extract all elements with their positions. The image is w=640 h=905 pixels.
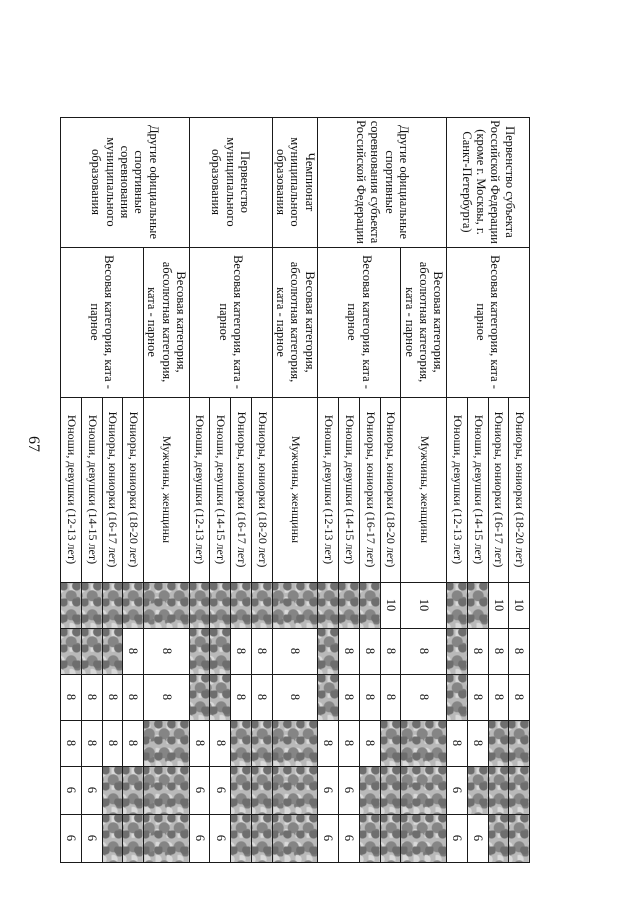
value-cell: 10 — [488, 582, 509, 628]
shaded-cell — [210, 628, 231, 674]
shaded-cell — [447, 674, 468, 720]
value-cell: 8 — [359, 674, 380, 720]
value-cell: 6 — [61, 814, 82, 862]
table-row — [251, 62, 272, 862]
shaded-cell — [102, 628, 123, 674]
shaded-cell — [210, 674, 231, 720]
age-group-cell: Юноши, девушки (12-13 лет) — [61, 397, 82, 582]
shaded-cell — [488, 814, 509, 862]
value-cell: 8 — [467, 720, 488, 766]
table-body — [61, 62, 530, 862]
value-cell: 6 — [189, 814, 210, 862]
value-cell: 6 — [189, 766, 210, 814]
age-group-cell: Юниоры, юниорки (18-20 лет) — [380, 397, 401, 582]
value-cell: 6 — [339, 766, 360, 814]
value-cell: 8 — [210, 720, 231, 766]
category-cell: Весовая категория, ката - парное — [447, 247, 530, 397]
value-cell: 8 — [509, 628, 530, 674]
value-cell: 8 — [339, 720, 360, 766]
shaded-cell — [318, 628, 339, 674]
table-row — [401, 62, 447, 862]
shaded-cell — [318, 674, 339, 720]
value-cell: 6 — [318, 814, 339, 862]
shaded-cell — [123, 814, 144, 862]
category-cell: Весовая категория, абсолютная категория, ката - парное — [143, 247, 189, 397]
shaded-cell — [467, 766, 488, 814]
shaded-cell — [123, 766, 144, 814]
value-cell: 8 — [339, 628, 360, 674]
value-cell: 8 — [123, 674, 144, 720]
category-cell: Весовая категория, ката - парное — [318, 247, 401, 397]
value-cell: 6 — [447, 814, 468, 862]
value-cell: 8 — [318, 720, 339, 766]
shaded-cell — [189, 674, 210, 720]
age-group-cell: Юноши, девушки (12-13 лет) — [318, 397, 339, 582]
value-cell: 8 — [401, 674, 447, 720]
age-group-cell: Юниоры, юниорки (16-17 лет) — [359, 397, 380, 582]
value-cell: 8 — [102, 674, 123, 720]
shaded-cell — [359, 582, 380, 628]
value-cell: 8 — [359, 720, 380, 766]
value-cell: 8 — [401, 628, 447, 674]
age-group-cell: Мужчины, женщины — [143, 397, 189, 582]
shaded-cell — [143, 582, 189, 628]
competition-name-cell: Другие официальные спортивные соревнования субъекта Российской Федерации — [318, 117, 447, 247]
value-cell: 8 — [61, 720, 82, 766]
age-group-cell: Юниоры, юниорки (18-20 лет) — [123, 397, 144, 582]
shaded-cell — [102, 766, 123, 814]
value-cell: 8 — [231, 674, 252, 720]
value-cell: 8 — [81, 674, 102, 720]
value-cell: 8 — [102, 720, 123, 766]
value-cell: 6 — [81, 814, 102, 862]
value-cell: 8 — [359, 628, 380, 674]
shaded-cell — [447, 582, 468, 628]
age-group-cell: Мужчины, женщины — [401, 397, 447, 582]
value-cell: 8 — [251, 674, 272, 720]
value-cell: 10 — [380, 582, 401, 628]
shaded-cell — [81, 628, 102, 674]
value-cell: 8 — [488, 628, 509, 674]
age-group-cell: Юниоры, юниорки (18-20 лет) — [509, 397, 530, 582]
age-group-cell: Юноши, девушки (14-15 лет) — [467, 397, 488, 582]
value-cell: 8 — [123, 628, 144, 674]
shaded-cell — [509, 814, 530, 862]
value-cell: 8 — [61, 674, 82, 720]
shaded-cell — [61, 582, 82, 628]
category-cell: Весовая категория, абсолютная категория, ката - парное — [401, 247, 447, 397]
shaded-cell — [509, 720, 530, 766]
value-cell: 6 — [81, 766, 102, 814]
value-cell: 8 — [189, 720, 210, 766]
shaded-cell — [231, 766, 252, 814]
value-cell: 8 — [488, 674, 509, 720]
shaded-cell — [231, 582, 252, 628]
value-cell: 6 — [210, 766, 231, 814]
shaded-cell — [143, 814, 189, 862]
shaded-cell — [509, 766, 530, 814]
age-group-cell: Юноши, девушки (14-15 лет) — [210, 397, 231, 582]
shaded-cell — [401, 766, 447, 814]
shaded-cell — [339, 582, 360, 628]
age-group-cell: Юноши, девушки (12-13 лет) — [447, 397, 468, 582]
rotated-table-wrapper — [60, 62, 530, 862]
shaded-cell — [380, 814, 401, 862]
age-group-cell: Юноши, девушки (14-15 лет) — [81, 397, 102, 582]
shaded-cell — [272, 720, 318, 766]
value-cell: 6 — [318, 766, 339, 814]
value-cell: 6 — [339, 814, 360, 862]
shaded-cell — [467, 582, 488, 628]
value-cell: 8 — [467, 674, 488, 720]
value-cell: 8 — [339, 674, 360, 720]
category-cell: Весовая категория, абсолютная категория, ката - парное — [272, 247, 318, 397]
age-group-cell: Юниоры, юниорки (16-17 лет) — [488, 397, 509, 582]
shaded-cell — [189, 582, 210, 628]
shaded-cell — [447, 628, 468, 674]
shaded-cell — [488, 720, 509, 766]
age-group-cell: Юниоры, юниорки (16-17 лет) — [102, 397, 123, 582]
value-cell: 10 — [401, 582, 447, 628]
table-row — [272, 62, 318, 862]
shaded-cell — [380, 766, 401, 814]
table-row — [143, 62, 189, 862]
shaded-cell — [359, 814, 380, 862]
shaded-cell — [61, 628, 82, 674]
value-cell: 8 — [272, 674, 318, 720]
shaded-cell — [380, 720, 401, 766]
shaded-cell — [189, 628, 210, 674]
competition-name-cell: Первенство муниципального образования — [189, 117, 272, 247]
shaded-cell — [210, 582, 231, 628]
value-cell: 6 — [61, 766, 82, 814]
shaded-cell — [251, 720, 272, 766]
value-cell: 8 — [123, 720, 144, 766]
value-cell: 8 — [143, 674, 189, 720]
value-cell: 8 — [467, 628, 488, 674]
value-cell: 8 — [380, 674, 401, 720]
shaded-cell — [272, 766, 318, 814]
value-cell: 8 — [231, 628, 252, 674]
category-cell: Весовая категория, ката - парное — [61, 247, 144, 397]
value-cell: 8 — [251, 628, 272, 674]
value-cell: 6 — [210, 814, 231, 862]
category-cell: Весовая категория, ката - парное — [189, 247, 272, 397]
age-group-cell: Юниоры, юниорки (16-17 лет) — [231, 397, 252, 582]
shaded-cell — [272, 582, 318, 628]
value-cell: 8 — [81, 720, 102, 766]
shaded-cell — [272, 814, 318, 862]
shaded-cell — [251, 582, 272, 628]
shaded-cell — [359, 766, 380, 814]
value-cell: 6 — [467, 814, 488, 862]
value-cell: 8 — [272, 628, 318, 674]
age-group-cell: Юниоры, юниорки (18-20 лет) — [251, 397, 272, 582]
shaded-cell — [401, 720, 447, 766]
value-cell: 8 — [380, 628, 401, 674]
shaded-cell — [81, 582, 102, 628]
value-cell: 8 — [509, 674, 530, 720]
shaded-cell — [102, 582, 123, 628]
shaded-cell — [318, 582, 339, 628]
shaded-cell — [123, 582, 144, 628]
shaded-cell — [251, 766, 272, 814]
left-margin-cell — [61, 62, 530, 117]
value-cell: 8 — [143, 628, 189, 674]
shaded-cell — [251, 814, 272, 862]
competition-table — [60, 62, 530, 863]
value-cell: 8 — [447, 720, 468, 766]
page-number: 67 — [25, 436, 42, 452]
competition-name-cell: Другие официальные спортивные соревнования муниципального образования — [61, 117, 190, 247]
shaded-cell — [231, 720, 252, 766]
age-group-cell: Юноши, девушки (14-15 лет) — [339, 397, 360, 582]
table-row — [509, 62, 530, 862]
shaded-cell — [143, 720, 189, 766]
shaded-cell — [102, 814, 123, 862]
shaded-cell — [488, 766, 509, 814]
competition-name-cell: Первенство субъекта Российской Федерации (кроме г. Москвы, г. Санкт-Петербурга) — [447, 117, 530, 247]
shaded-cell — [401, 814, 447, 862]
value-cell: 10 — [509, 582, 530, 628]
shaded-cell — [231, 814, 252, 862]
competition-name-cell: Чемпионат муниципального образования — [272, 117, 318, 247]
age-group-cell: Мужчины, женщины — [272, 397, 318, 582]
value-cell: 6 — [447, 766, 468, 814]
shaded-cell — [143, 766, 189, 814]
age-group-cell: Юноши, девушки (12-13 лет) — [189, 397, 210, 582]
